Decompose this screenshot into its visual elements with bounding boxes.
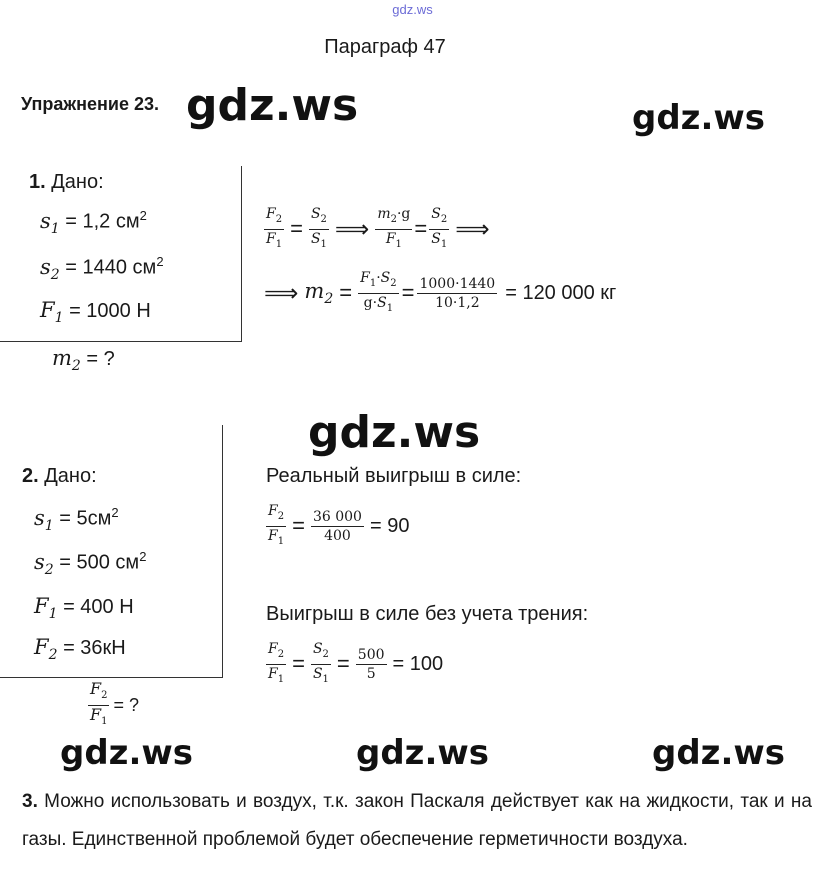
problem2-s1: $s_1 = 5см^2$ [34, 505, 119, 534]
watermark: gdz.ws [186, 80, 359, 131]
watermark: gdz.ws [652, 733, 786, 773]
watermark: gdz.ws [60, 733, 194, 773]
watermark: gdz.ws [632, 98, 766, 138]
ideal-gain-equation: $\frac{F_2}{F_1}$ = $\frac{S_2}{S_1}$ = $\frac{500}{5}$ = 100 [268, 641, 444, 685]
problem2-f2: $F_2 = 36кН$ [34, 635, 126, 664]
watermark: gdz.ws [356, 733, 490, 773]
problem1-f1: $F_1 = 1000$ Н [40, 298, 151, 327]
paragraph-title: Параграф 47 [324, 36, 446, 58]
real-gain-equation: $\frac{F_2}{F_1}$ = $\frac{36 000}{400}$ = 90 [268, 503, 410, 547]
problem1-equation-1: $\frac{F_2}{F_1}$ = $\frac{S_2}{S_1}$ ⟹ $\frac{m_2\cdot g}{F_1}$ = $\frac{S_2}{S_1}$ ⟹ [266, 206, 490, 250]
given-box-border [0, 677, 223, 678]
problem2-f1: $F_1 = 400$ Н [34, 594, 134, 623]
given-box-border [222, 425, 223, 678]
problem2-find: $\frac{F_2}{F_1}$ = ? [90, 679, 140, 728]
problem1-given-label: 1. Дано: [29, 171, 104, 193]
problem1-s2: $s_2 = 1440$ $см^2$ [40, 254, 164, 283]
watermark: gdz.ws [308, 407, 481, 458]
exercise-title: Упражнение 23. [21, 94, 160, 114]
site-link[interactable]: gdz.ws [392, 2, 433, 17]
given-box-border [0, 341, 242, 342]
problem1-equation-2: ⟹ $m_2$ = $\frac{F_1\cdot S_2}{g\cdot S_1}$ = $\frac{1000\cdot 1440}{10\cdot 1,2}$ = 120 000 кг [264, 270, 617, 314]
real-gain-label: Реальный выигрыш в силе: [266, 465, 522, 487]
problem1-s1: $s_1 = 1,2$ $см^2$ [40, 208, 147, 237]
problem1-find: $m_2$ = ? [52, 346, 115, 375]
problem3-answer: 3. Можно использовать и воздух, т.к. закон Паскаля действует как на жидкости, так и на газы. Единственной проблемой будет обеспечение герметичности воздуха. [22, 791, 812, 850]
given-box-border [241, 166, 242, 342]
problem2-s2: $s_2 = 500$ $см^2$ [34, 549, 147, 578]
ideal-gain-label: Выигрыш в силе без учета трения: [266, 603, 589, 625]
problem2-given-label: 2. Дано: [22, 465, 97, 487]
